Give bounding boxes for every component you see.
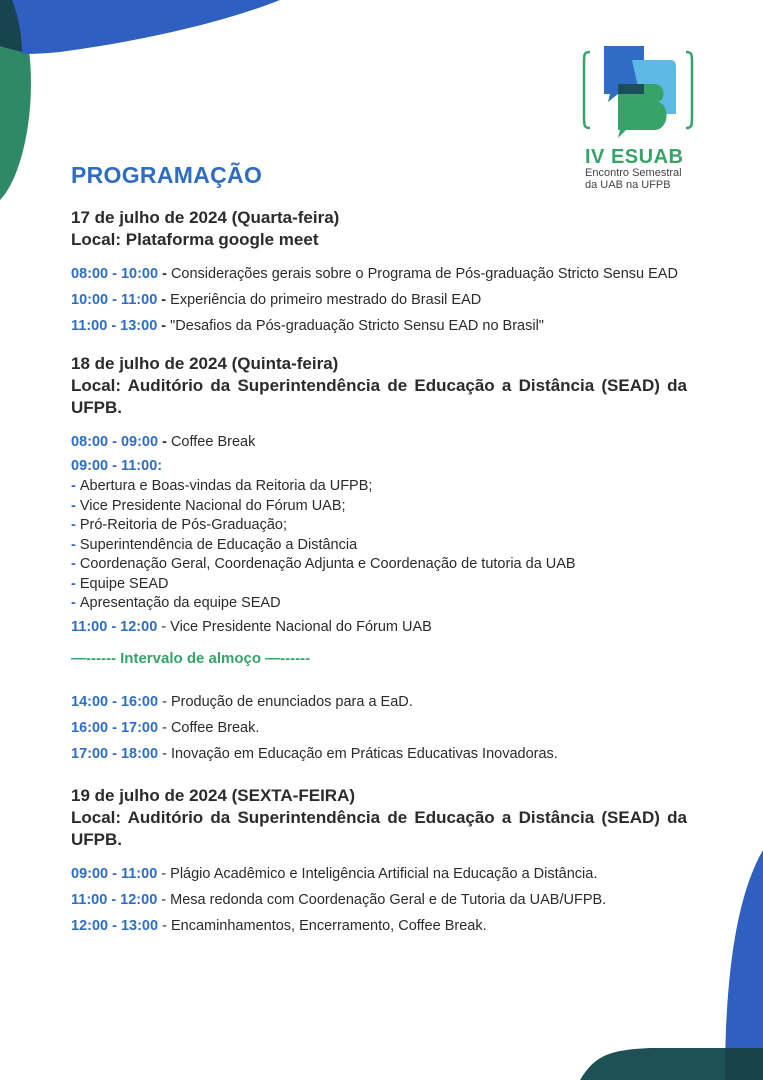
sub-item: - Pró-Reitoria de Pós-Graduação; bbox=[71, 517, 287, 533]
sub-item: - Equipe SEAD bbox=[71, 575, 169, 592]
logo-subtitle-line1: Encontro Semestral bbox=[585, 167, 682, 179]
schedule-item bbox=[71, 455, 687, 477]
schedule-item: 08:00 - 10:00 - Considerações gerais sobre o Programa de Pós-graduação Stricto Sensu EAD bbox=[71, 266, 678, 282]
schedule-item: 11:00 - 13:00 - "Desafios da Pós-graduação Stricto Sensu EAD no Brasil" bbox=[71, 318, 544, 334]
item-text: Coffee Break bbox=[170, 434, 256, 450]
item-time: 09:00 - 11:00 bbox=[71, 865, 158, 882]
item-text: Plágio Acadêmico e Inteligência Artificial na Educação a Distância. bbox=[170, 865, 598, 882]
day-2 bbox=[71, 353, 687, 767]
item-time: 09:00 - 11:00: bbox=[71, 458, 163, 474]
item-text: Encaminhamentos, Encerramento, Coffee Break. bbox=[170, 917, 487, 934]
sub-item: - Superintendência de Educação a Distância bbox=[71, 536, 358, 553]
schedule-item: 16:00 - 17:00 - Coffee Break. bbox=[71, 719, 260, 736]
item-time: 14:00 - 16:00 bbox=[71, 693, 159, 710]
item-text: Inovação em Educação em Práticas Educativas Inovadoras. bbox=[170, 745, 558, 762]
esuab-logo-icon bbox=[582, 44, 694, 144]
item-time: 10:00 - 11:00 bbox=[71, 292, 158, 308]
schedule-item: 17:00 - 18:00 - Inovação em Educação em Práticas Educativas Inovadoras. bbox=[71, 745, 558, 762]
item-text: Considerações gerais sobre o Programa de Pós-graduação Stricto Sensu EAD bbox=[170, 266, 678, 282]
schedule-item: 11:00 - 12:00 - Vice Presidente Nacional do Fórum UAB bbox=[71, 618, 432, 635]
schedule-item: 11:00 - 12:00 - Mesa redonda com Coordenação Geral e de Tutoria da UAB/UFPB. bbox=[71, 891, 607, 908]
sub-item: - Apresentação da equipe SEAD bbox=[71, 595, 281, 611]
schedule bbox=[71, 207, 687, 949]
day-3 bbox=[71, 785, 687, 939]
schedule-item: 14:00 - 16:00 - Produção de enunciados para a EaD. bbox=[71, 693, 413, 710]
item-time: 11:00 - 12:00 bbox=[71, 891, 158, 908]
schedule-item: 09:00 - 11:00 - Plágio Acadêmico e Inteligência Artificial na Educação a Distância. bbox=[71, 865, 598, 882]
item-time: 08:00 - 09:00 bbox=[71, 434, 159, 450]
logo-subtitle bbox=[585, 167, 682, 191]
day-location: Local: Auditório da Superintendência de Educação a Distância (SEAD) da UFPB. bbox=[71, 376, 687, 417]
item-time: 17:00 - 18:00 bbox=[71, 745, 159, 762]
sub-item: - Abertura e Boas-vindas da Reitoria da UFPB; bbox=[71, 478, 373, 494]
lunch-break-divider: —------ Intervalo de almoço —------ bbox=[71, 649, 311, 667]
day-date: 17 de julho de 2024 (Quarta-feira) bbox=[71, 208, 340, 227]
item-time: 16:00 - 17:00 bbox=[71, 719, 159, 736]
page-title: PROGRAMAÇÃO bbox=[71, 162, 263, 188]
day-date: 19 de julho de 2024 (SEXTA-FEIRA) bbox=[71, 785, 356, 805]
item-time: 08:00 - 10:00 bbox=[71, 266, 159, 282]
item-text: Experiência do primeiro mestrado do Brasil EAD bbox=[170, 292, 482, 308]
day-location: Local: Auditório da Superintendência de Educação a Distância (SEAD) da UFPB. bbox=[71, 807, 687, 849]
day-1 bbox=[71, 207, 687, 339]
item-time: 11:00 - 12:00 bbox=[71, 618, 158, 635]
item-text: Produção de enunciados para a EaD. bbox=[170, 693, 413, 710]
schedule-item: 08:00 - 09:00 - Coffee Break bbox=[71, 434, 256, 450]
schedule-item: 12:00 - 13:00 - Encaminhamentos, Encerramento, Coffee Break. bbox=[71, 917, 487, 934]
logo-subtitle-line2: da UAB na UFPB bbox=[585, 179, 671, 191]
sub-item: - Coordenação Geral, Coordenação Adjunta e Coordenação de tutoria da UAB bbox=[71, 556, 576, 572]
day-location: Local: Plataforma google meet bbox=[71, 230, 319, 249]
item-text: Vice Presidente Nacional do Fórum UAB bbox=[170, 618, 432, 635]
item-text: "Desafios da Pós-graduação Stricto Sensu EAD no Brasil" bbox=[170, 318, 544, 334]
schedule-item: 10:00 - 11:00 - Experiência do primeiro mestrado do Brasil EAD bbox=[71, 292, 482, 308]
item-text: Mesa redonda com Coordenação Geral e de Tutoria da UAB/UFPB. bbox=[170, 891, 607, 908]
item-time: 12:00 - 13:00 bbox=[71, 917, 159, 934]
sub-item: - Vice Presidente Nacional do Fórum UAB; bbox=[71, 497, 346, 514]
day-date: 18 de julho de 2024 (Quinta-feira) bbox=[71, 354, 339, 373]
item-time: 11:00 - 13:00 bbox=[71, 318, 158, 334]
logo-name: IV ESUAB bbox=[585, 146, 684, 168]
item-text: Coffee Break. bbox=[170, 719, 260, 736]
